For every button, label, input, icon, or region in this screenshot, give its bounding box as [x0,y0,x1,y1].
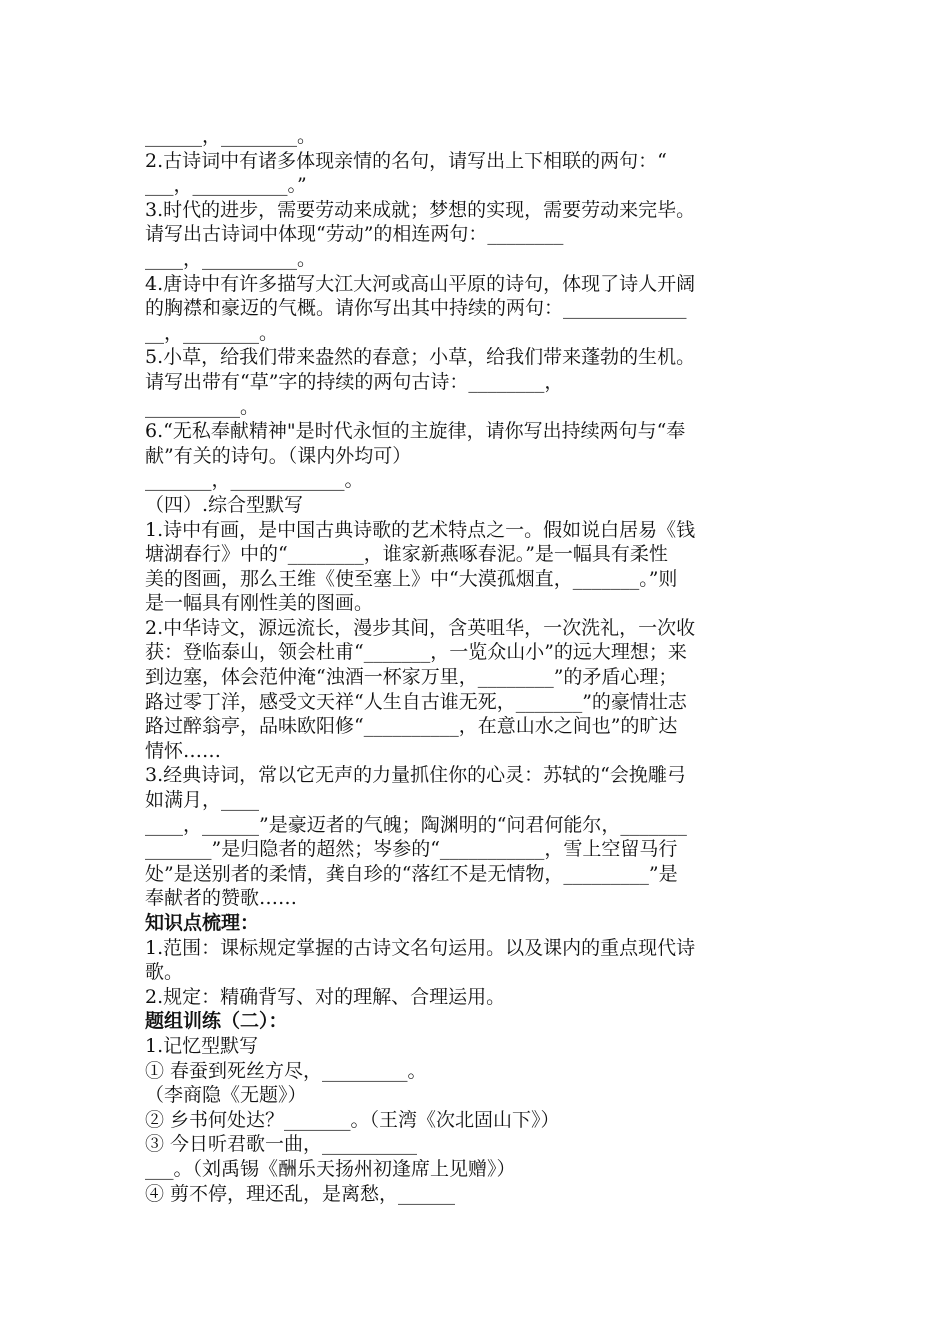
text-line: ③ 今日听君歌一曲，__________ [145,1133,418,1156]
text-line: ____，__________。 [145,247,317,270]
document-body [145,124,810,1206]
text-line: _______”是归隐者的超然；岑参的“___________，雪上空留马行 [145,838,678,861]
text-line: 如满月，____ [145,789,260,812]
text-line: 奉献者的赞歌…… [145,887,298,910]
text-line: 2.中华诗文，源远流长，漫步其间，含英咀华，一次洗礼，一次收 [145,616,696,639]
text-line: 塘湖春行》中的“________，谁家新燕啄春泥。”是一幅具有柔性 [145,543,668,566]
text-line: __________。 [145,395,260,418]
text-line: 是一幅具有刚性美的图画。 [145,592,374,615]
text-line: 2.规定：精确背写、对的理解、合理运用。 [145,985,506,1008]
text-line: ___。（刘禹锡《酬乐天扬州初逢席上见赠》） [145,1157,516,1180]
text-line: 2.古诗词中有诸多体现亲情的名句，请写出上下相联的两句：“ [145,149,667,172]
text-line: 的胸襟和豪迈的气概。请你写出其中持续的两句：_____________ [145,297,687,320]
text-line: 1.诗中有画，是中国古典诗歌的艺术特点之一。假如说白居易《钱 [145,518,696,541]
text-line: 1.范围：课标规定掌握的古诗文名句运用。以及课内的重点现代诗 [145,936,696,959]
text-line: 情怀…… [145,739,222,762]
text-line: 4.唐诗中有许多描写大江大河或高山平原的诗句，体现了诗人开阔 [145,272,696,295]
text-line: ______，________。 [145,125,317,147]
text-line: 路过零丁洋，感受文天祥“人生自古谁无死，_______”的豪情壮志 [145,690,687,713]
text-line: （李商隐《无题》） [145,1084,307,1107]
text-line: 歌。 [145,961,184,984]
text-line: __，________。 [145,321,279,344]
text-line: ____，______”是豪迈者的气魄；陶渊明的“问君何能尔，_______ [145,813,687,836]
text-line: ④ 剪不停，理还乱，是离愁，______ [145,1182,456,1205]
text-line: ② 乡书何处达？_______。（王湾《次北固山下》） [145,1108,560,1131]
text-line: 到边塞，体会范仲淹“浊酒一杯家万里，________”的矛盾心理； [145,666,678,689]
text-line: 3.经典诗词，常以它无声的力量抓住你的心灵：苏轼的“会挽雕弓 [145,764,686,787]
text-line: 获：登临泰山，领会杜甫“_______，一览众山小”的远大理想；来 [145,641,687,664]
section-heading: （四）.综合型默写 [145,493,304,516]
text-line: 请写出带有“草”字的持续的两句古诗：________， [145,370,564,393]
section-heading-knowledge: 知识点梳理： [145,912,260,934]
section-heading-training: 题组训练（二）： [145,1010,288,1033]
text-line: 1.记忆型默写 [145,1034,259,1057]
text-line: ① 春蚕到死丝方尽，_________。 [145,1059,427,1082]
text-line: 处”是送别者的柔情，龚自珍的“落红不是无情物，_________”是 [145,862,678,885]
text-line: ___，__________。” [145,174,307,197]
text-line: 路过醉翁亭，品味欧阳修“__________，在意山水之间也”的旷达 [145,715,678,738]
text-line: _______，____________。 [145,469,364,492]
text-line: 5.小草，给我们带来盎然的春意；小草，给我们带来蓬勃的生机。 [145,346,696,369]
text-line: 献”有关的诗句。（课内外均可） [145,444,412,467]
text-line: 6.“无私奉献精神"是时代永恒的主旋律，请你写出持续两句与“奉 [145,420,686,443]
text-line: 美的图画，那么王维《使至塞上》中“大漠孤烟直，_______。”则 [145,567,678,590]
text-line: 请写出古诗词中体现“劳动”的相连两句：________ [145,223,564,246]
text-line: 3.时代的进步，需要劳动来成就；梦想的实现，需要劳动来完毕。 [145,198,696,221]
